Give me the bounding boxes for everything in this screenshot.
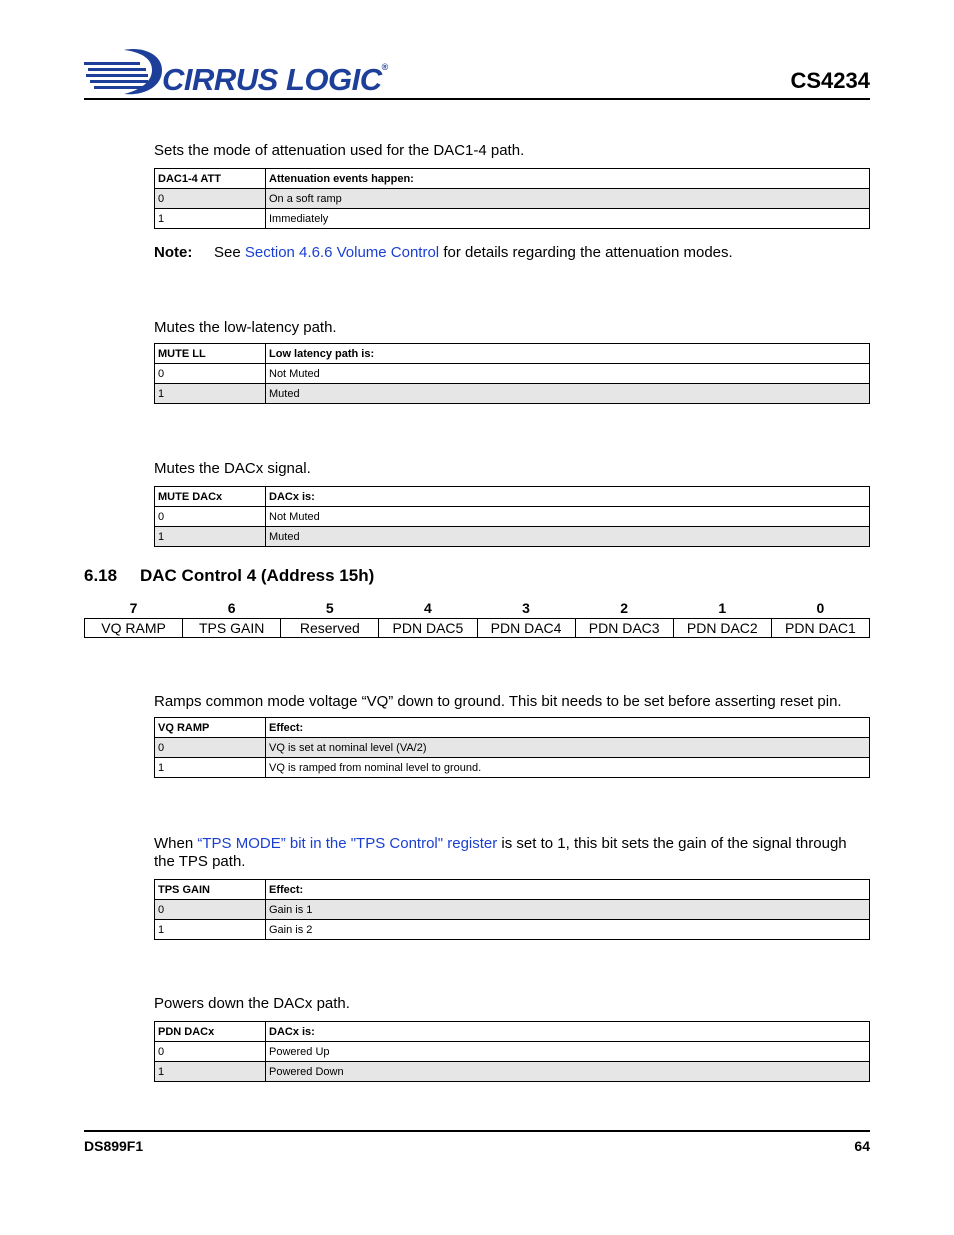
bit-number: 5 (325, 600, 334, 616)
table-cell: 0 (155, 507, 266, 527)
doc-id: DS899F1 (84, 1138, 144, 1154)
att-table (154, 168, 870, 229)
table-cell: 0 (155, 189, 266, 209)
table-header: PDN DACx (155, 1022, 266, 1042)
table-cell: 0 (155, 900, 266, 920)
table-cell: 0 (155, 364, 266, 384)
table-cell: Powered Up (266, 1042, 870, 1062)
table-header: VQ RAMP (155, 718, 266, 738)
bit-field: PDN DAC3 (575, 619, 673, 638)
table-header: Effect: (266, 880, 870, 900)
bit-number: 7 (129, 600, 138, 616)
part-number: CS4234 (790, 68, 870, 93)
mute-dacx-description: Mutes the DACx signal. (154, 460, 311, 477)
table-header: Low latency path is: (266, 344, 870, 364)
mute-ll-table (154, 343, 870, 404)
bit-number: 3 (522, 600, 530, 616)
table-cell: 0 (155, 738, 266, 758)
table-cell: 1 (155, 920, 266, 940)
logo-wordmark: CIRRUS LOGIC® (162, 62, 388, 97)
note-label: Note: (154, 244, 193, 261)
table-cell: Muted (266, 527, 870, 547)
section-title: DAC Control 4 (Address 15h) (140, 566, 375, 585)
bit-field: PDN DAC4 (477, 619, 575, 638)
table-cell: 1 (155, 384, 266, 404)
table-cell: Immediately (266, 209, 870, 229)
bit-field: TPS GAIN (183, 619, 281, 638)
table-cell: Gain is 2 (266, 920, 870, 940)
bit-field: PDN DAC5 (379, 619, 477, 638)
vq-ramp-table (154, 717, 870, 778)
bit-field: VQ RAMP (85, 619, 183, 638)
tps-gain-description: When “TPS MODE” bit in the "TPS Control" register is set to 1, this bit sets the gain of the signal through the TPS path. (154, 835, 847, 870)
att-note: Note: See Section 4.6.6 Volume Control for details regarding the attenuation modes. (154, 244, 733, 261)
table-header: Effect: (266, 718, 870, 738)
table-cell: Not Muted (266, 507, 870, 527)
table-cell: 1 (155, 758, 266, 778)
footer-rule (84, 1130, 870, 1132)
table-cell: VQ is ramped from nominal level to ground. (266, 758, 870, 778)
table-cell: Powered Down (266, 1062, 870, 1082)
bit-field: Reserved (281, 619, 379, 638)
section-number: 6.18 (84, 566, 118, 585)
header-rule (84, 98, 870, 100)
table-header: DAC1-4 ATT (155, 169, 266, 189)
logo-swoosh-icon (84, 44, 164, 100)
table-cell: Muted (266, 384, 870, 404)
table-cell: 1 (155, 1062, 266, 1082)
bit-number: 4 (424, 600, 432, 616)
table-header: DACx is: (266, 1022, 870, 1042)
bit-number: 1 (718, 600, 727, 616)
register-map (84, 598, 870, 638)
table-header: TPS GAIN (155, 880, 266, 900)
table-header: MUTE DACx (155, 487, 266, 507)
table-cell: Gain is 1 (266, 900, 870, 920)
bit-number: 6 (227, 600, 236, 616)
bit-field: PDN DAC2 (673, 619, 771, 638)
table-cell: 1 (155, 209, 266, 229)
page-number: 64 (854, 1138, 870, 1154)
table-cell: 0 (155, 1042, 266, 1062)
bit-field: PDN DAC1 (771, 619, 869, 638)
tps-mode-link[interactable]: “TPS MODE” bit in the "TPS Control" register (197, 835, 498, 852)
table-header: DACx is: (266, 487, 870, 507)
mute-dacx-table (154, 486, 870, 547)
table-header: MUTE LL (155, 344, 266, 364)
vq-ramp-description: Ramps common mode voltage “VQ” down to ground. This bit needs to be set before asserting reset pin. (154, 693, 842, 710)
table-cell: VQ is set at nominal level (VA/2) (266, 738, 870, 758)
pdn-dacx-description: Powers down the DACx path. (154, 995, 350, 1012)
cirrus-logic-logo (84, 44, 388, 100)
mute-ll-description: Mutes the low-latency path. (154, 319, 337, 336)
bit-number: 0 (816, 600, 825, 616)
volume-control-link[interactable]: Section 4.6.6 Volume Control (244, 244, 440, 261)
tps-gain-table (154, 879, 870, 940)
pdn-dacx-table (154, 1021, 870, 1082)
table-cell: 1 (155, 527, 266, 547)
table-cell: On a soft ramp (266, 189, 870, 209)
table-cell: Not Muted (266, 364, 870, 384)
table-header: Attenuation events happen: (266, 169, 870, 189)
bit-number: 2 (620, 600, 629, 616)
section-heading (84, 566, 374, 586)
att-description: Sets the mode of attenuation used for the DAC1-4 path. (154, 142, 525, 159)
